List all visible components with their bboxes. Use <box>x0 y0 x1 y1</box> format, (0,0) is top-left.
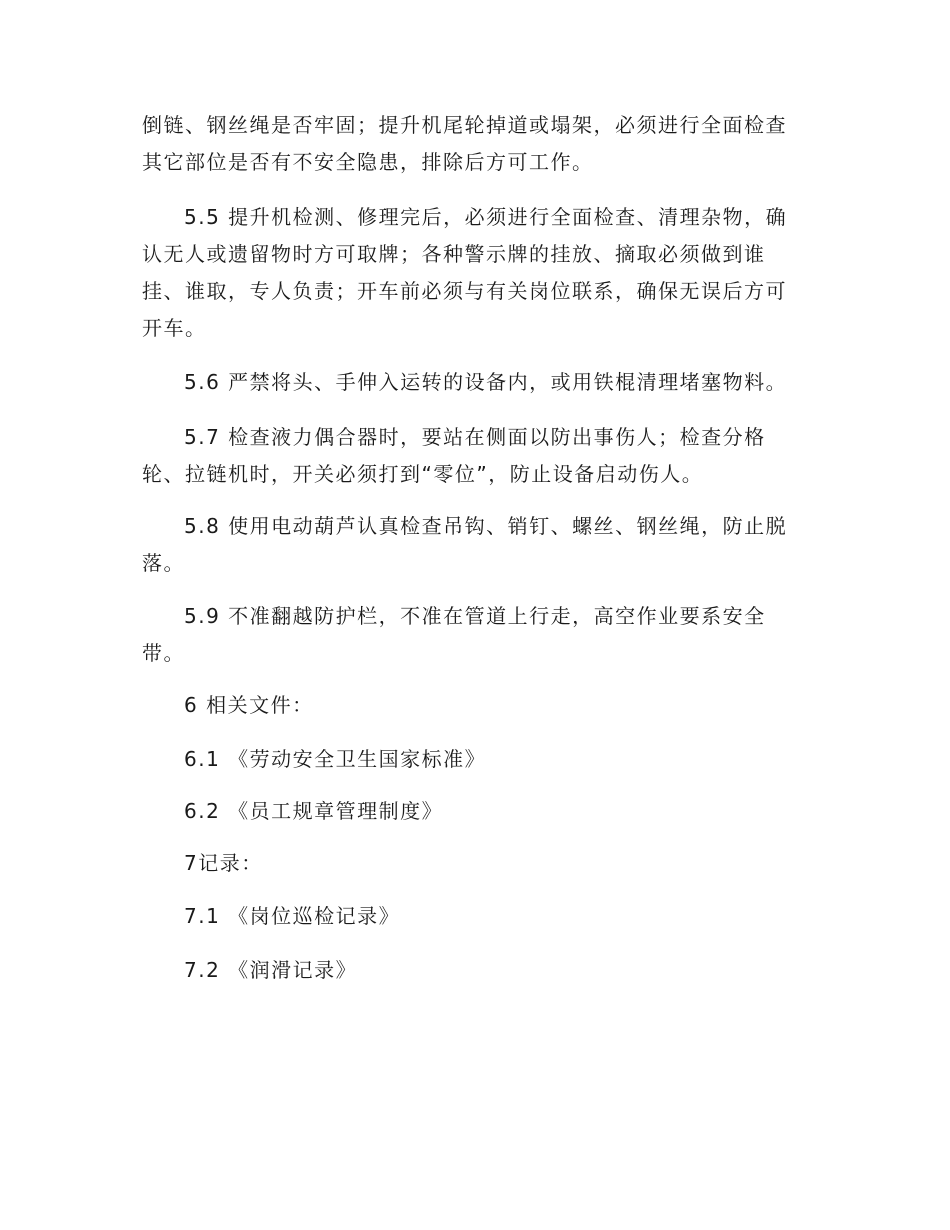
clause-5-9-line-1: 5.9 不准翻越防护栏，不准在管道上行走，高空作业要系安全 <box>184 604 766 628</box>
section-7-heading: 7记录： <box>184 851 263 875</box>
clause-5-6: 5.6 严禁将头、手伸入运转的设备内，或用铁棍清理堵塞物料。 <box>184 370 788 394</box>
clause-7-2: 7.2 《润滑记录》 <box>184 958 358 982</box>
clause-5-9-line-2: 带。 <box>142 641 185 665</box>
text-line-1: 倒链、钢丝绳是否牢固；提升机尾轮掉道或塌架，必须进行全面检查 <box>142 113 787 137</box>
clause-5-7-line-2: 轮、拉链机时，开关必须打到“零位”，防止设备启动伤人。 <box>142 462 704 486</box>
clause-6-2: 6.2 《员工规章管理制度》 <box>184 799 444 823</box>
clause-5-8-line-2: 落。 <box>142 551 185 575</box>
clause-5-7-line-1: 5.7 检查液力偶合器时，要站在侧面以防出事伤人；检查分格 <box>184 425 766 449</box>
text-line-2: 其它部位是否有不安全隐患，排除后方可工作。 <box>142 150 594 174</box>
clause-7-1: 7.1 《岗位巡检记录》 <box>184 904 401 928</box>
clause-5-8-line-1: 5.8 使用电动葫芦认真检查吊钩、销钉、螺丝、钢丝绳，防止脱 <box>184 514 788 538</box>
clause-6-1: 6.1 《劳动安全卫生国家标准》 <box>184 747 487 771</box>
clause-5-5-line-3: 挂、谁取，专人负责；开车前必须与有关岗位联系，确保无误后方可 <box>142 279 787 303</box>
clause-5-5-line-1: 5.5 提升机检测、修理完后，必须进行全面检查、清理杂物，确 <box>184 205 788 229</box>
clause-5-5-line-2: 认无人或遗留物时方可取牌；各种警示牌的挂放、摘取必须做到谁 <box>142 242 766 266</box>
clause-5-5-line-4: 开车。 <box>142 316 207 340</box>
section-6-heading: 6 相关文件： <box>184 693 314 717</box>
